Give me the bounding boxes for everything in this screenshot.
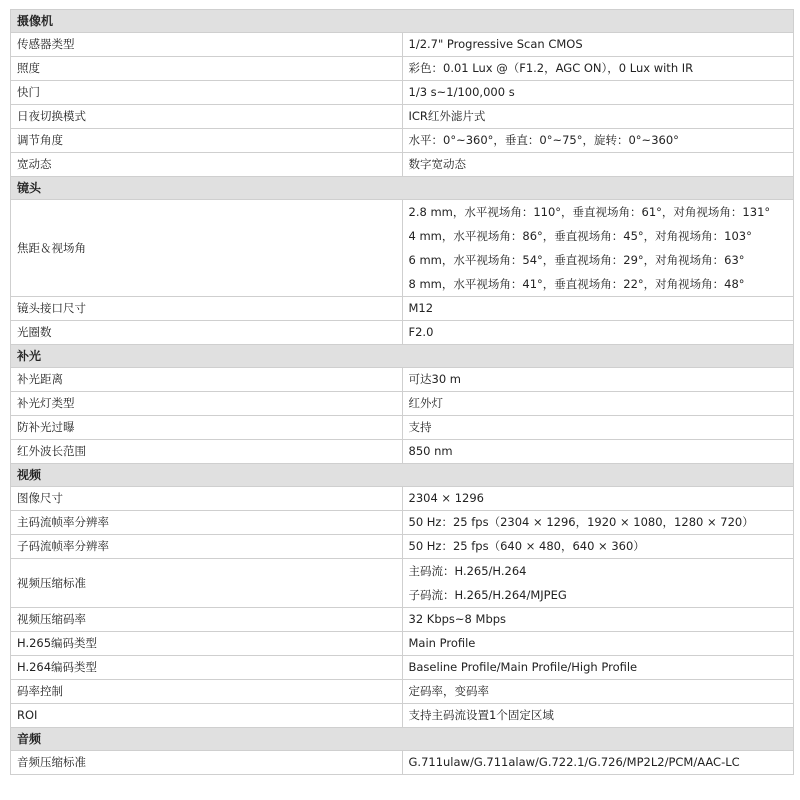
spec-value [402, 680, 794, 704]
section-title: 摄像机 [11, 10, 794, 33]
spec-row [11, 632, 794, 656]
spec-table [10, 9, 794, 775]
spec-value-line: 彩色：0.01 Lux @（F1.2，AGC ON），0 Lux with IR [408, 61, 694, 75]
spec-value [402, 200, 794, 297]
spec-value-line: ICR红外滤片式 [408, 109, 486, 123]
spec-value [402, 297, 794, 321]
spec-row [11, 81, 794, 105]
spec-value-line: 红外灯 [408, 396, 443, 410]
spec-value-line: 8 mm，水平视场角：41°，垂直视场角：22°，对角视场角：48° [408, 277, 745, 291]
section-header-row [11, 728, 794, 751]
spec-row [11, 440, 794, 464]
spec-value [402, 416, 794, 440]
spec-label: 镜头接口尺寸 [11, 297, 403, 321]
spec-value [402, 559, 794, 608]
spec-label: H.265编码类型 [11, 632, 403, 656]
spec-row [11, 33, 794, 57]
spec-value-line: 850 nm [408, 444, 453, 458]
spec-value [402, 105, 794, 129]
section-header-row [11, 177, 794, 200]
spec-label: 补光距离 [11, 368, 403, 392]
spec-value-line: 支持 [408, 420, 432, 434]
spec-row [11, 129, 794, 153]
spec-label: 视频压缩标准 [11, 559, 403, 608]
spec-value-line: 1/3 s~1/100,000 s [408, 85, 515, 99]
spec-label: 音频压缩标准 [11, 751, 403, 775]
spec-value-line: 1/2.7" Progressive Scan CMOS [408, 37, 583, 51]
spec-value [402, 751, 794, 775]
spec-value-line: 2304 × 1296 [408, 491, 484, 505]
spec-value [402, 129, 794, 153]
spec-row [11, 57, 794, 81]
spec-value-line: 可达30 m [408, 372, 461, 386]
spec-value [402, 608, 794, 632]
spec-label: 宽动态 [11, 153, 403, 177]
spec-label: 调节角度 [11, 129, 403, 153]
spec-row [11, 200, 794, 297]
spec-value-line: 数字宽动态 [408, 157, 466, 171]
spec-label: 子码流帧率分辨率 [11, 535, 403, 559]
spec-value [402, 487, 794, 511]
section-header-row [11, 345, 794, 368]
spec-label: 红外波长范围 [11, 440, 403, 464]
spec-row [11, 392, 794, 416]
spec-label: ROI [11, 704, 403, 728]
spec-label: 焦距＆视场角 [11, 200, 403, 297]
spec-value-line: 水平：0°~360°，垂直：0°~75°，旋转：0°~360° [408, 133, 679, 147]
spec-value [402, 440, 794, 464]
spec-label: 传感器类型 [11, 33, 403, 57]
spec-value-line: 2.8 mm，水平视场角：110°，垂直视场角：61°，对角视场角：131° [408, 205, 771, 219]
spec-value [402, 535, 794, 559]
spec-value-line: 50 Hz：25 fps（2304 × 1296，1920 × 1080，1280 × 720） [408, 515, 754, 529]
spec-row [11, 297, 794, 321]
spec-row [11, 368, 794, 392]
spec-label: 照度 [11, 57, 403, 81]
spec-label: H.264编码类型 [11, 656, 403, 680]
section-title: 镜头 [11, 177, 794, 200]
spec-value [402, 511, 794, 535]
spec-value-line: 50 Hz：25 fps（640 × 480，640 × 360） [408, 539, 645, 553]
section-header-row [11, 10, 794, 33]
section-title: 音频 [11, 728, 794, 751]
spec-label: 码率控制 [11, 680, 403, 704]
spec-row [11, 680, 794, 704]
spec-row [11, 105, 794, 129]
spec-value [402, 704, 794, 728]
spec-label: 图像尺寸 [11, 487, 403, 511]
spec-value [402, 81, 794, 105]
spec-value [402, 153, 794, 177]
spec-row [11, 416, 794, 440]
spec-value-line: 定码率，变码率 [408, 684, 489, 698]
spec-label: 快门 [11, 81, 403, 105]
spec-row [11, 153, 794, 177]
spec-row [11, 559, 794, 608]
spec-value [402, 392, 794, 416]
spec-value-line: M12 [408, 301, 434, 315]
spec-label: 视频压缩码率 [11, 608, 403, 632]
section-title: 视频 [11, 464, 794, 487]
spec-value-line: 主码流：H.265/H.264 [408, 564, 527, 578]
spec-value [402, 33, 794, 57]
spec-value [402, 321, 794, 345]
section-title: 补光 [11, 345, 794, 368]
spec-value-line: 6 mm，水平视场角：54°，垂直视场角：29°，对角视场角：63° [408, 253, 745, 267]
spec-value-line: 支持主码流设置1个固定区域 [408, 708, 554, 722]
spec-row [11, 656, 794, 680]
spec-label: 主码流帧率分辨率 [11, 511, 403, 535]
spec-value-line: G.711ulaw/G.711alaw/G.722.1/G.726/MP2L2/PCM/AAC-LC [408, 755, 740, 769]
spec-value-line: F2.0 [408, 325, 434, 339]
spec-value-line: Baseline Profile/Main Profile/High Profile [408, 660, 638, 674]
spec-row [11, 704, 794, 728]
spec-table-body [11, 10, 794, 775]
spec-row [11, 535, 794, 559]
spec-label: 光圈数 [11, 321, 403, 345]
spec-value-line: 4 mm，水平视场角：86°，垂直视场角：45°，对角视场角：103° [408, 229, 752, 243]
spec-value-line: 子码流：H.265/H.264/MJPEG [408, 588, 567, 602]
spec-value-line: 32 Kbps~8 Mbps [408, 612, 507, 626]
spec-value-line: Main Profile [408, 636, 476, 650]
spec-row [11, 751, 794, 775]
spec-label: 补光灯类型 [11, 392, 403, 416]
spec-row [11, 608, 794, 632]
spec-row [11, 487, 794, 511]
spec-row [11, 321, 794, 345]
spec-value [402, 656, 794, 680]
spec-value [402, 632, 794, 656]
spec-value [402, 57, 794, 81]
spec-label: 日夜切换模式 [11, 105, 403, 129]
spec-row [11, 511, 794, 535]
section-header-row [11, 464, 794, 487]
spec-value [402, 368, 794, 392]
spec-label: 防补光过曝 [11, 416, 403, 440]
